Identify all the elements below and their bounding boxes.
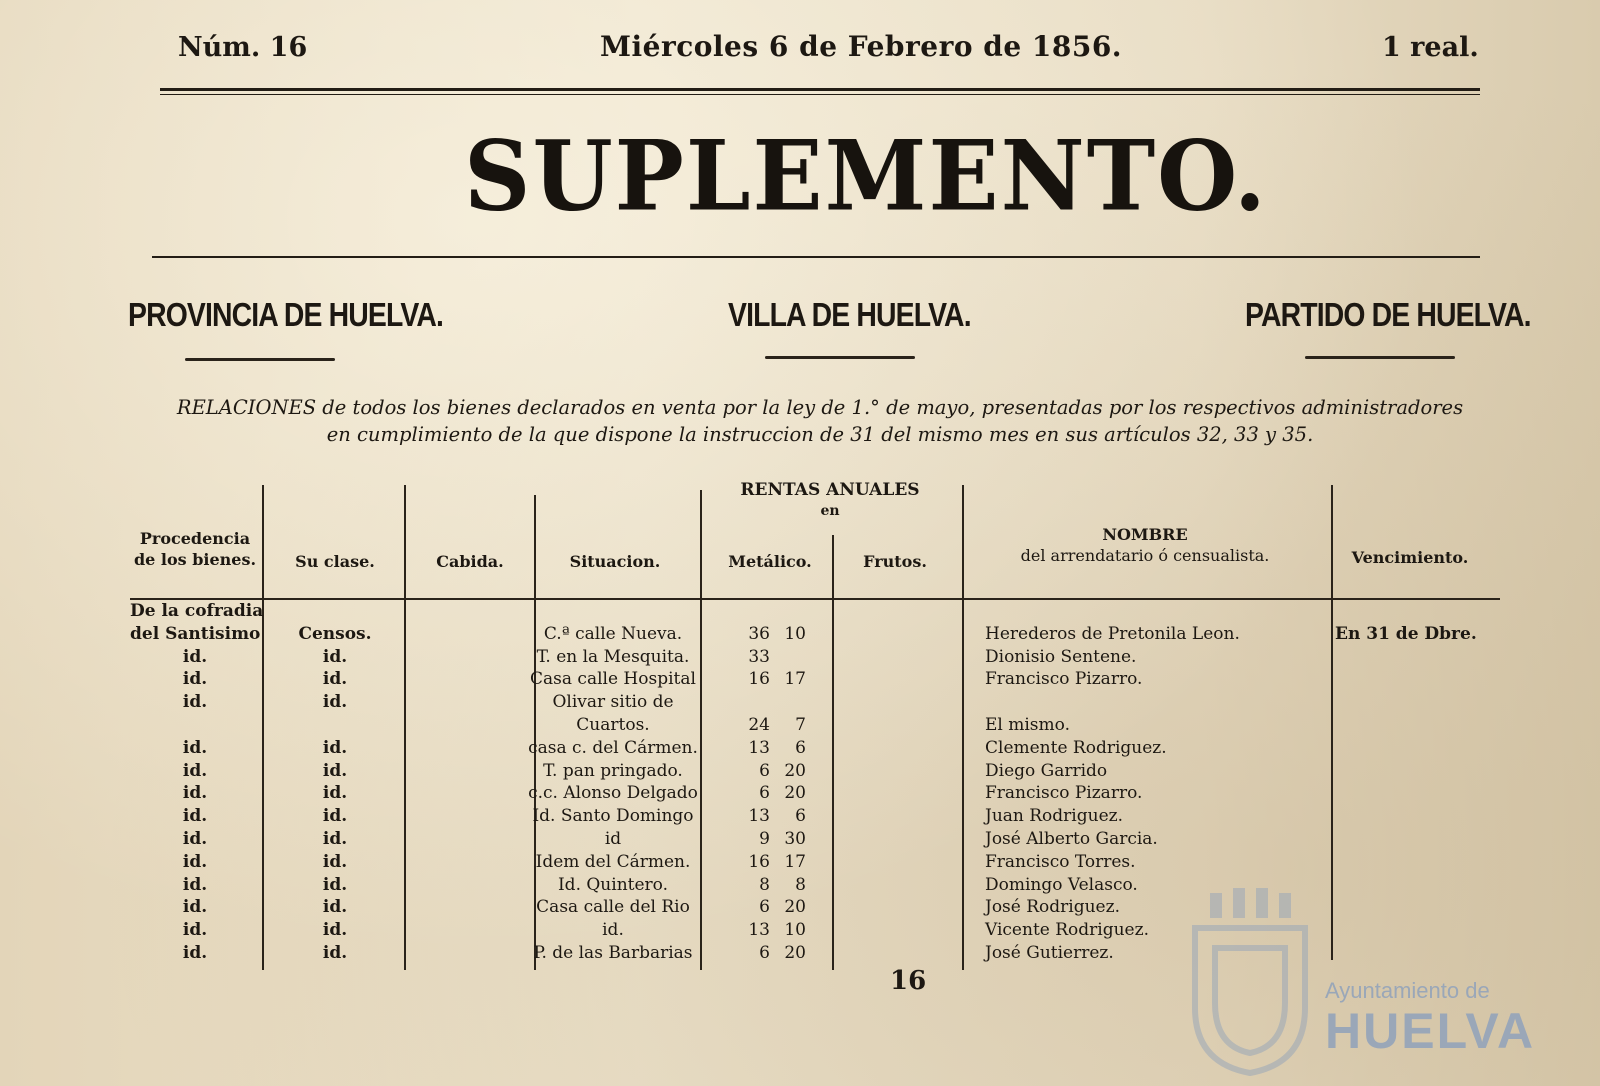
cell-metalico bbox=[718, 942, 818, 965]
cell-procedencia bbox=[130, 714, 260, 737]
metalico-reales: 24 bbox=[748, 714, 770, 735]
cell-clase: id. bbox=[322, 806, 348, 827]
cell-metalico bbox=[718, 851, 818, 874]
section-provincia: PROVINCIA DE HUELVA. bbox=[128, 296, 443, 333]
cell-metalico bbox=[718, 760, 818, 783]
header-situacion: Situacion. bbox=[569, 552, 661, 571]
cell-procedencia: id. bbox=[182, 851, 208, 872]
cell-situacion: Casa calle Hospital bbox=[530, 669, 696, 690]
issue-number: Núm. 16 bbox=[178, 32, 308, 63]
title-rule bbox=[152, 256, 1480, 258]
cell-nombre: Francisco Pizarro. bbox=[985, 669, 1143, 690]
header-nombre: NOMBRE del arrendatario ó censualista. bbox=[1020, 525, 1270, 565]
cell-nombre bbox=[985, 600, 1315, 623]
metalico-reales: 13 bbox=[748, 737, 770, 758]
cell-procedencia: De la cofradia bbox=[130, 601, 264, 621]
cell-procedencia: id. bbox=[182, 646, 208, 667]
metalico-fraction: 20 bbox=[784, 760, 806, 781]
cell-situacion: T. pan pringado. bbox=[543, 760, 683, 781]
cell-clase bbox=[270, 600, 400, 623]
metalico-reales: 6 bbox=[759, 760, 770, 781]
cell-situacion: Olivar sitio de bbox=[552, 692, 674, 713]
cell-clase: id. bbox=[322, 646, 348, 667]
cell-clase: Censos. bbox=[298, 623, 372, 644]
metalico-fraction: 6 bbox=[795, 806, 806, 827]
section-partido: PARTIDO DE HUELVA. bbox=[1245, 296, 1531, 333]
cell-situacion: Casa calle del Rio bbox=[536, 897, 690, 918]
metalico-fraction: 10 bbox=[784, 920, 806, 941]
column-situacion bbox=[528, 600, 698, 965]
metalico-reales: 33 bbox=[748, 646, 770, 667]
metalico-reales: 36 bbox=[748, 623, 770, 644]
cell-procedencia: id. bbox=[182, 920, 208, 941]
cell-nombre: Francisco Pizarro. bbox=[985, 783, 1143, 804]
cell-procedencia: id. bbox=[182, 897, 208, 918]
cell-metalico bbox=[718, 805, 818, 828]
cell-nombre: Clemente Rodriguez. bbox=[985, 737, 1167, 758]
cell-situacion: c.c. Alonso Delgado bbox=[528, 783, 698, 804]
cell-nombre: Diego Garrido bbox=[985, 760, 1108, 781]
cell-clase: id. bbox=[322, 737, 348, 758]
page-number: 16 bbox=[890, 966, 927, 996]
watermark-line-1: Ayuntamiento de bbox=[1325, 978, 1490, 1003]
cell-procedencia: id. bbox=[182, 874, 208, 895]
header-metalico: Metálico. bbox=[728, 552, 812, 571]
masthead-rule-thin bbox=[160, 94, 1480, 95]
intro-line-1: RELACIONES de todos los bienes declarados en venta por la ley de 1.° de mayo, presentadas por los respectivos administradores bbox=[176, 396, 1464, 419]
cell-clase bbox=[270, 714, 400, 737]
section-underline bbox=[185, 358, 335, 361]
cell-situacion: P. de las Barbarias bbox=[533, 942, 693, 963]
metalico-fraction: 20 bbox=[784, 783, 806, 804]
cell-situacion bbox=[528, 600, 698, 623]
cell-clase: id. bbox=[322, 851, 348, 872]
column-clase bbox=[270, 600, 400, 965]
watermark-line-2: HUELVA bbox=[1325, 1003, 1536, 1059]
cell-situacion: Idem del Cármen. bbox=[535, 851, 691, 872]
metalico-reales: 13 bbox=[748, 920, 770, 941]
cell-clase: id. bbox=[322, 783, 348, 804]
header-frutos: Frutos. bbox=[863, 552, 927, 571]
header-vencimiento: Vencimiento. bbox=[1351, 548, 1469, 567]
cell-metalico bbox=[718, 691, 818, 714]
cell-metalico bbox=[718, 668, 818, 691]
cell-clase: id. bbox=[322, 828, 348, 849]
cell-procedencia: id. bbox=[182, 806, 208, 827]
header-clase: Su clase. bbox=[295, 552, 375, 571]
cell-metalico bbox=[718, 646, 818, 669]
metalico-fraction: 30 bbox=[784, 828, 806, 849]
cell-procedencia: id. bbox=[182, 692, 208, 713]
metalico-reales: 6 bbox=[759, 942, 770, 963]
cell-clase: id. bbox=[322, 692, 348, 713]
metalico-reales: 6 bbox=[759, 897, 770, 918]
cell-nombre: Dionisio Sentene. bbox=[985, 646, 1137, 667]
metalico-fraction: 7 bbox=[795, 714, 806, 735]
cell-situacion: T. en la Mesquita. bbox=[536, 646, 690, 667]
metalico-fraction: 17 bbox=[784, 669, 806, 690]
cell-vencimiento bbox=[1335, 600, 1505, 623]
cell-nombre: Juan Rodriguez. bbox=[985, 806, 1123, 827]
cell-situacion: Id. Quintero. bbox=[557, 874, 669, 895]
cell-situacion: C.ª calle Nueva. bbox=[543, 623, 683, 644]
cell-nombre: Herederos de Pretonila Leon. bbox=[985, 623, 1240, 644]
cell-clase: id. bbox=[322, 920, 348, 941]
cell-clase: id. bbox=[322, 874, 348, 895]
cell-clase: id. bbox=[322, 760, 348, 781]
metalico-reales: 13 bbox=[748, 806, 770, 827]
intro-text bbox=[130, 394, 1510, 448]
cell-metalico bbox=[718, 919, 818, 942]
metalico-reales: 16 bbox=[748, 669, 770, 690]
metalico-fraction: 6 bbox=[795, 737, 806, 758]
issue-date: Miércoles 6 de Febrero de 1856. bbox=[600, 30, 1123, 63]
cell-metalico bbox=[718, 600, 818, 623]
cell-nombre bbox=[985, 691, 1315, 714]
metalico-fraction: 20 bbox=[784, 897, 806, 918]
cell-clase: id. bbox=[322, 942, 348, 963]
cell-metalico bbox=[718, 874, 818, 897]
cell-nombre: Domingo Velasco. bbox=[985, 874, 1138, 895]
cell-procedencia: del Santisimo bbox=[130, 623, 261, 644]
cell-nombre: Vicente Rodriguez. bbox=[985, 920, 1149, 941]
section-underline bbox=[1305, 356, 1455, 359]
cell-situacion: id. bbox=[602, 920, 624, 941]
section-villa: VILLA DE HUELVA. bbox=[728, 296, 971, 333]
column-procedencia bbox=[130, 600, 264, 965]
metalico-reales: 16 bbox=[748, 851, 770, 872]
header-rentas: RENTAS ANUALES en bbox=[740, 480, 920, 519]
metalico-reales: 8 bbox=[759, 874, 770, 895]
cell-procedencia: id. bbox=[182, 737, 208, 758]
intro-line-2: en cumplimiento de la que dispone la instruccion de 31 del mismo mes en sus artículos 32, 33 y 35. bbox=[326, 423, 1314, 446]
issue-price: 1 real. bbox=[1382, 32, 1479, 63]
metalico-reales: 9 bbox=[759, 828, 770, 849]
cell-metalico bbox=[718, 782, 818, 805]
cell-situacion: Id. Santo Domingo bbox=[532, 806, 694, 827]
column-metalico bbox=[718, 600, 818, 965]
column-vencimiento bbox=[1335, 600, 1505, 646]
cell-procedencia: id. bbox=[182, 669, 208, 690]
masthead-rule bbox=[160, 88, 1480, 91]
header-cabida: Cabida. bbox=[436, 552, 504, 571]
header-procedencia: Procedencia de los bienes. bbox=[133, 529, 257, 569]
cell-metalico bbox=[718, 737, 818, 760]
metalico-fraction: 17 bbox=[784, 851, 806, 872]
section-underline bbox=[765, 356, 915, 359]
cell-nombre: José Alberto Garcia. bbox=[985, 828, 1158, 849]
cell-situacion: casa c. del Cármen. bbox=[528, 737, 698, 758]
cell-metalico bbox=[718, 828, 818, 851]
cell-metalico bbox=[718, 896, 818, 919]
cell-procedencia: id. bbox=[182, 760, 208, 781]
cell-procedencia: id. bbox=[182, 828, 208, 849]
cell-nombre: El mismo. bbox=[985, 714, 1070, 735]
cell-situacion: id bbox=[604, 828, 622, 849]
metalico-fraction: 10 bbox=[784, 623, 806, 644]
cell-nombre: Francisco Torres. bbox=[985, 851, 1136, 872]
page-title: SUPLEMENTO. bbox=[464, 119, 1268, 233]
cell-metalico bbox=[718, 714, 818, 737]
cell-metalico bbox=[718, 623, 818, 646]
metalico-fraction: 8 bbox=[795, 874, 806, 895]
cell-nombre: José Rodriguez. bbox=[985, 897, 1120, 918]
cell-nombre: José Gutierrez. bbox=[985, 942, 1114, 963]
cell-procedencia: id. bbox=[182, 942, 208, 963]
cell-clase: id. bbox=[322, 669, 348, 690]
cell-situacion: Cuartos. bbox=[576, 714, 650, 735]
cell-clase: id. bbox=[322, 897, 348, 918]
metalico-fraction: 20 bbox=[784, 942, 806, 963]
metalico-reales: 6 bbox=[759, 783, 770, 804]
cell-procedencia: id. bbox=[182, 783, 208, 804]
cell-vencimiento: En 31 de Dbre. bbox=[1335, 623, 1477, 644]
